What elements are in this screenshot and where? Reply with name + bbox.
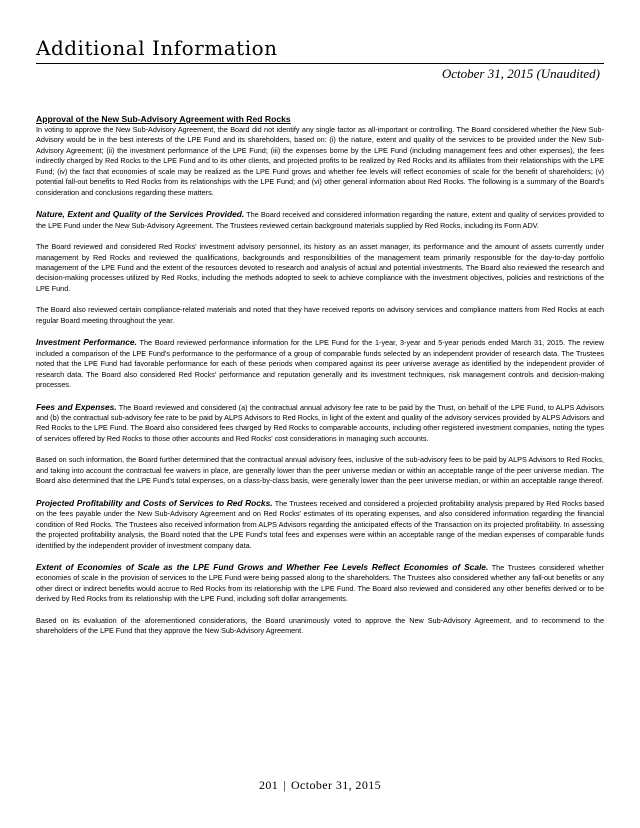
footer-date: October 31, 2015 bbox=[290, 778, 382, 792]
document-body bbox=[36, 114, 604, 637]
report-date: October 31, 2015 (Unaudited) bbox=[441, 66, 600, 81]
paragraph-fees-expenses bbox=[36, 402, 604, 445]
footer-separator: | bbox=[283, 778, 286, 792]
paragraph-economies-of-scale bbox=[36, 562, 604, 605]
paragraph-nature-extent-quality bbox=[36, 209, 604, 231]
section-heading: Approval of the New Sub-Advisory Agreement with Red Rocks bbox=[36, 114, 291, 124]
paragraph-lead: Investment Performance. bbox=[36, 337, 137, 348]
page-footer bbox=[0, 778, 640, 793]
paragraph-fee-determination: Based on such information, the Board further determined that the contractual annual advisory fees, inclusive of the sub-advisory fees to be paid by ALPS Advisors to Red Rocks, and taking into account the contractual fee waivers in place, are generally lower than the peer universe median or within an acceptable range of the peer universe median. The Board also determined that the LPE Fund's total expenses, on a class-by-class basis, were generally lower than the peer universe median, or within an acceptable range thereof. bbox=[36, 455, 604, 486]
paragraph-conclusion: Based on its evaluation of the aforementioned considerations, the Board unanimously voted to approve the New Sub-Advisory Agreement, and to recommend to the shareholders of the LPE Fund that they approve the New Sub-Advisory Agreement. bbox=[36, 615, 604, 636]
paragraph-lead: Extent of Economies of Scale as the LPE Fund Grows and Whether Fee Levels Reflect Economies of Scale. bbox=[36, 561, 489, 572]
page-title: Additional Information bbox=[36, 36, 278, 60]
paragraph-profitability bbox=[36, 498, 604, 551]
paragraph-lead: Fees and Expenses. bbox=[36, 401, 117, 412]
paragraph-investment-performance bbox=[36, 337, 604, 390]
paragraph-text: The Trustees considered whether economies of scale in the provision of services to the LPE Fund were being passed along to the shareholders. The Trustees also considered whether any fall-out benefits or any other direct or indirect benefits would accrue to Red Rocks from its relationship with the LPE Fund. The Board also reviewed and considered any other benefits derived or to be derived by Red Rocks from its relationship with the LPE Fund, including soft dollar arrangements. bbox=[36, 562, 605, 604]
page-number: 201 bbox=[258, 778, 279, 792]
intro-paragraph: In voting to approve the New Sub-Advisory Agreement, the Board did not identify any single factor as all-important or controlling. The Board considered whether the New Sub-Advisory would be in the best interests of the LPE Fund and its shareholders, based on: (i) the nature, extent and quality of the services to be provided under the New Sub-Advisory Agreement; (ii) the investment performance of the LPE Fund; (iii) the expenses borne by the LPE Fund (including management fees and other expenses), the fees indirectly charged by Red Rocks to the LPE Fund and to its other clients, and projected profits to be realized by Red Rocks and its affiliates from their relationships with the LPE Fund; (iv) the fact that economies of scale may be realized as the LPE Fund grows and whether fee levels will reflect economies of scale for the benefit of shareholders; (v) potential fall-out benefits to Red Rocks from its relationships with the LPE Fund; and (vi) other general information about Red Rocks. The following is a summary of the Board's consideration and conclusions regarding these matters. bbox=[36, 125, 604, 197]
paragraph-personnel-review: The Board reviewed and considered Red Rocks' investment advisory personnel, its history as an asset manager, its performance and the amount of assets currently under management by Red Rocks and reviewed the qualifications, backgrounds and responsibilities of the management team primarily responsible for the day-to-day portfolio management of the LPE Fund and the extent of the resources devoted to research and analysis of actual and potential investments. The Board also reviewed the research and decision-making processes utilized by Red Rocks, including the methods adopted to seek to achieve compliance with the investment objectives, policies and restrictions of the LPE Fund. bbox=[36, 242, 604, 293]
paragraph-text: The Board received and considered information regarding the nature, extent and quality of services provided to the LPE Fund under the New Sub-Advisory Agreement. The Trustees reviewed certain background materials supplied by Red Rocks, including its Form ADV. bbox=[36, 210, 604, 230]
paragraph-lead: Nature, Extent and Quality of the Services Provided. bbox=[36, 209, 245, 220]
paragraph-text: The Board reviewed and considered (a) the contractual annual advisory fee rate to be paid by the Trust, on behalf of the LPE Fund, to ALPS Advisors and (b) the contractual sub-advisory fee rate to be paid by ALPS Advisors to Red Rocks, in light of the extent and quality of the advisory services provided by ALPS Advisors and Red Rocks to the LPE Fund. The Board also considered fees charged by Red Rocks to comparable accounts, including other registered investment companies, noting the types of services offered by Red Rocks to those other accounts and Red Rocks' cost considerations in managing such accounts. bbox=[36, 402, 604, 443]
paragraph-text: The Trustees received and considered a projected profitability analysis prepared by Red Rocks based on the fees payable under the New Sub-Advisory Agreement and on Red Rocks' estimates of its operating expenses, and also considered information regarding the financial condition of Red Rocks. The Trustees also received information from ALPS Advisors regarding the anticipated effects of the Transaction on its projected profitability. In assessing the projected profitability analysis, the Board noted that the LPE Fund's total fees and expenses were within an acceptable range of the median expenses of comparable funds identified by the independent provider of investment company data. bbox=[36, 498, 604, 550]
header-divider bbox=[36, 63, 604, 64]
paragraph-lead: Projected Profitability and Costs of Services to Red Rocks. bbox=[36, 497, 273, 508]
paragraph-text: The Board reviewed performance information for the LPE Fund for the 1-year, 3-year and 5-year periods ended March 31, 2015. The review included a comparison of the LPE Fund's performance to the performance of a group of comparable funds selected by an independent provider of research data. The Trustees noted that the LPE Fund had favorable performance for each of these periods when compared against its peer universe average as identified by the independent provider of research data. The Board also considered Red Rocks' performance and reputation generally and its investment techniques, risk management controls and decision-making processes. bbox=[36, 338, 604, 390]
paragraph-compliance-review: The Board also reviewed certain compliance-related materials and noted that they have received reports on advisory services and compliance matters from Red Rocks at each regular Board meeting throughout the year. bbox=[36, 305, 604, 325]
